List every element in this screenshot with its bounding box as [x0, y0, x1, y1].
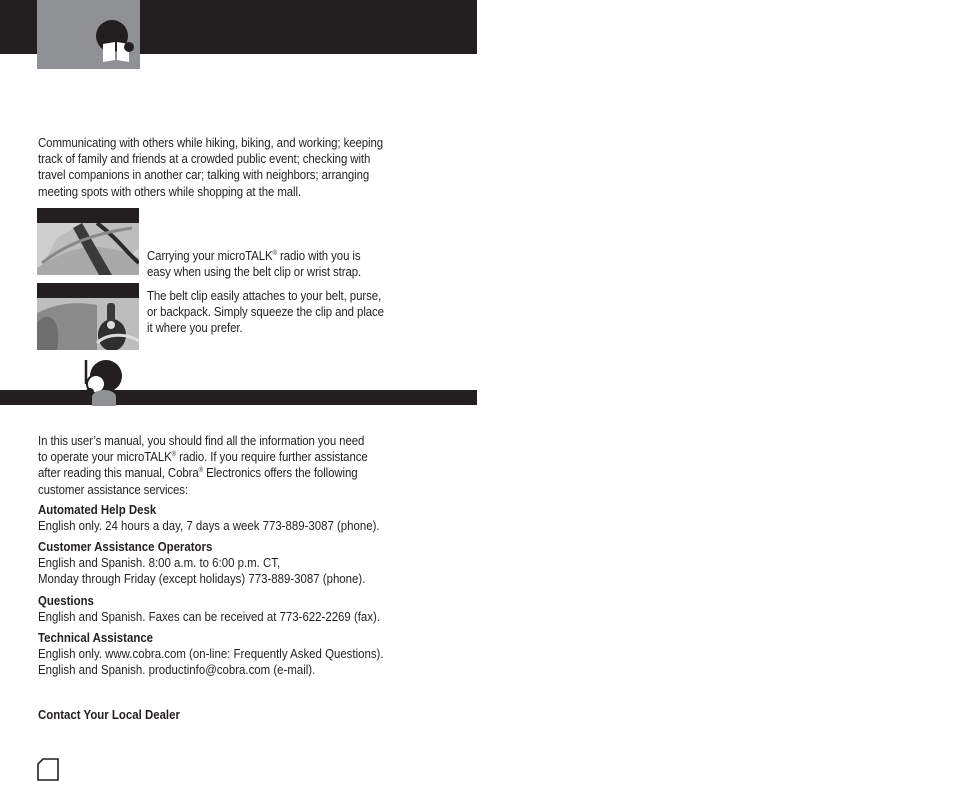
reading-person-icon [95, 20, 139, 64]
assist-line: to operate your microTALK® radio. If you require further assistance [38, 449, 368, 465]
intro-paragraph [38, 135, 383, 200]
header-tab [37, 0, 140, 69]
contact-dealer-section [38, 707, 180, 723]
intro-line: Communicating with others while hiking, biking, and working; keeping [38, 135, 384, 150]
clip-line: or backpack. Simply squeeze the clip and place [147, 304, 384, 320]
intro-line: meeting spots with others while shopping at the mall. [38, 183, 302, 199]
assist-line: In this user’s manual, you should find all the information you need [38, 433, 365, 448]
section-divider-bar [0, 390, 477, 405]
wrist-strap-photo [37, 208, 139, 275]
section-line: English only. 24 hours a day, 7 days a week 773-889-3087 (phone). [38, 518, 380, 534]
assist-line: customer assistance services: [38, 481, 189, 497]
section-heading: Technical Assistance [38, 630, 154, 645]
intro-line: track of family and friends at a crowded public event; checking with [38, 151, 371, 167]
carry-line: Carrying your microTALK® radio with you is [147, 248, 361, 263]
belt-clip-photo [37, 283, 139, 350]
customer-assistance-operators-section [38, 539, 365, 588]
belt-clip-paragraph [147, 288, 384, 337]
section-line: English and Spanish. 8:00 a.m. to 6:00 p.m. CT, [38, 555, 281, 571]
clip-line: it where you prefer. [147, 320, 243, 336]
carry-paragraph [147, 248, 361, 280]
section-heading: Customer Assistance Operators [38, 539, 213, 554]
carry-line: easy when using the belt clip or wrist strap. [147, 264, 362, 280]
section-line: English and Spanish. Faxes can be received at 773-622-2269 (fax). [38, 609, 381, 625]
technical-assistance-section [38, 630, 384, 679]
page-corner-icon [37, 758, 59, 781]
assist-line: after reading this manual, Cobra® Electronics offers the following [38, 465, 358, 481]
section-line: English only. www.cobra.com (on-line: Frequently Asked Questions). [38, 646, 384, 662]
section-heading: Automated Help Desk [38, 502, 157, 517]
section-heading: Contact Your Local Dealer [38, 707, 180, 722]
assistance-intro-paragraph [38, 433, 368, 498]
clip-line: The belt clip easily attaches to your belt, purse, [147, 288, 382, 303]
section-line: English and Spanish. productinfo@cobra.com (e-mail). [38, 662, 316, 678]
questions-section [38, 593, 380, 625]
section-line: Monday through Friday (except holidays) 773-889-3087 (phone). [38, 571, 366, 587]
headset-person-icon [80, 358, 128, 408]
automated-help-desk-section [38, 502, 380, 534]
intro-line: travel companions in another car; talking with neighbors; arranging [38, 167, 370, 183]
section-heading: Questions [38, 593, 94, 608]
